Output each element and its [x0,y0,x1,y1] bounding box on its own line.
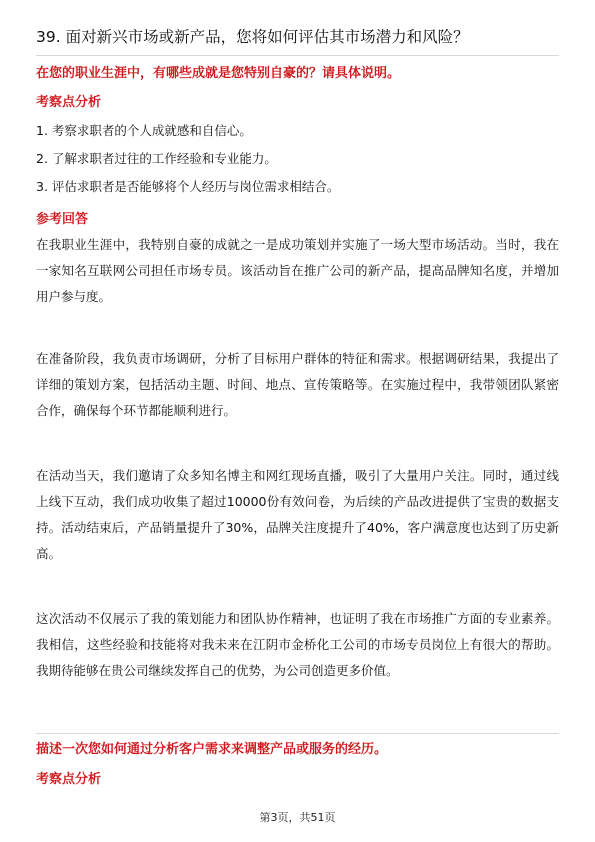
next-question-heading: 描述一次您如何通过分析客户需求来调整产品或服务的经历。 [36,742,388,757]
answer-paragraph: 这次活动不仅展示了我的策划能力和团队协作精神，也证明了我在市场推广方面的专业素养。我相信，这些经验和技能将对我未来在江阴市金桥化工公司的市场专员岗位上有很大的帮助。我期待能够在贵公司继续发挥自己的优势，为公司创造更多价值。 [36,611,559,678]
analysis-point: 3. 评估求职者是否能够将个人经历与岗位需求相结合。 [36,179,340,194]
divider-top [36,55,559,56]
analysis-point: 1. 考察求职者的个人成就感和自信心。 [36,123,252,138]
page-number: 第3页，共51页 [259,811,336,824]
next-analysis-heading: 考察点分析 [36,772,102,787]
analysis-heading: 考察点分析 [36,95,102,110]
answer-paragraph: 在活动当天，我们邀请了众多知名博主和网红现场直播，吸引了大量用户关注。同时，通过线上线下互动，我们成功收集了超过10000份有效问卷，为后续的产品改进提供了宝贵的数据支持。活动结束后，产品销量提升了30%，品牌关注度提升了40%，客户满意度也达到了历史新高。 [36,468,559,561]
question-title: 39. 面对新兴市场或新产品，您将如何评估其市场潜力和风险？ [36,28,469,46]
divider-middle [36,733,559,734]
answer-paragraph: 在我职业生涯中，我特别自豪的成就之一是成功策划并实施了一场大型市场活动。当时，我在一家知名互联网公司担任市场专员。该活动旨在推广公司的新产品，提高品牌知名度，并增加用户参与度。 [36,237,559,304]
question-heading: 在您的职业生涯中，有哪些成就是您特别自豪的？请具体说明。 [36,66,401,81]
answer-heading: 参考回答 [36,212,89,227]
analysis-point: 2. 了解求职者过往的工作经验和专业能力。 [36,151,277,166]
answer-paragraph: 在准备阶段，我负责市场调研，分析了目标用户群体的特征和需求。根据调研结果，我提出了详细的策划方案，包括活动主题、时间、地点、宣传策略等。在实施过程中，我带领团队紧密合作，确保每个环节都能顺利进行。 [36,351,559,418]
